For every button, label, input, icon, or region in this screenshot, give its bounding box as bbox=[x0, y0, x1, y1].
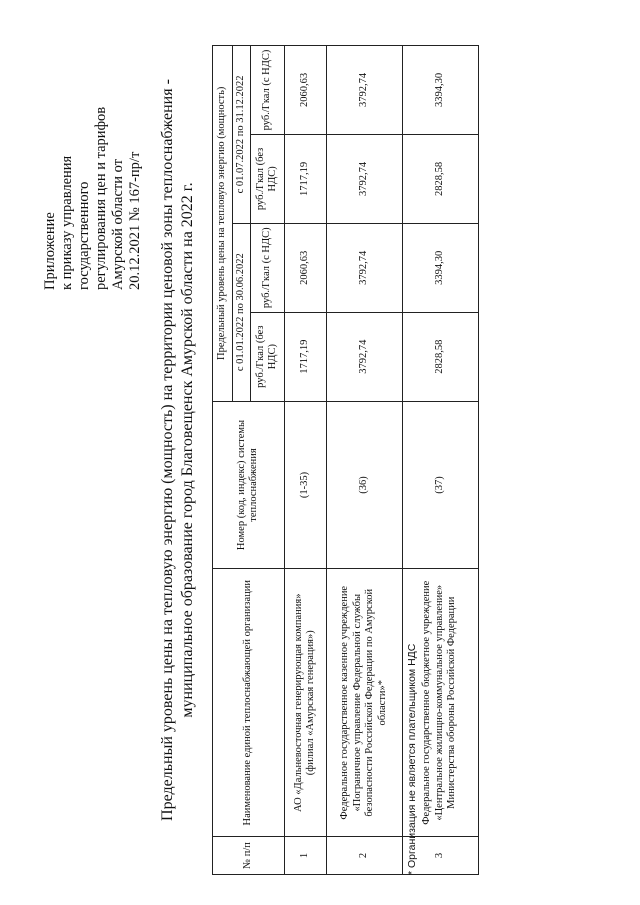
system-code: (37) bbox=[402, 401, 478, 569]
header-number: № п/п bbox=[213, 837, 285, 875]
appendix-line: регулирования цен и тарифов bbox=[93, 106, 109, 290]
header-system-code: Номер (код, индекс) системы теплоснабжения bbox=[213, 401, 285, 569]
row-number: 1 bbox=[284, 837, 326, 875]
appendix-line: Амурской области от bbox=[110, 158, 126, 290]
row-number: 2 bbox=[326, 837, 402, 875]
header-period-2: с 01.07.2022 по 31.12.2022 bbox=[233, 46, 251, 224]
appendix-block bbox=[42, 30, 144, 290]
appendix-line: Приложение bbox=[42, 212, 58, 290]
price-p2-no-vat: 3792,74 bbox=[326, 134, 402, 223]
table-row bbox=[326, 46, 402, 875]
price-p1-with-vat: 2060,63 bbox=[284, 223, 326, 312]
document-title-line: Предельный уровень цены на тепловую энергию (мощность) на территории ценовой зоны теплоснабжения - bbox=[159, 79, 176, 821]
header-no-vat: руб./Гкал (без НДС) bbox=[250, 134, 284, 223]
price-p2-with-vat: 3394,30 bbox=[402, 46, 478, 135]
header-price-limit: Предельный уровень цены на тепловую энергию (мощность) bbox=[213, 46, 233, 402]
appendix-line: к приказу управления bbox=[59, 155, 75, 290]
document-title-line: муниципальное образование город Благовещенск Амурской области на 2022 г. bbox=[179, 182, 196, 718]
appendix-line: 20.12.2021 № 167-пр/т bbox=[127, 151, 143, 290]
table-row bbox=[284, 46, 326, 875]
price-p2-with-vat: 2060,63 bbox=[284, 46, 326, 135]
footnote: * Организация не является плательщиком НДС bbox=[406, 643, 418, 875]
row-number: 3 bbox=[402, 837, 478, 875]
header-no-vat: руб./Гкал (без НДС) bbox=[250, 312, 284, 401]
price-p2-no-vat: 2828,58 bbox=[402, 134, 478, 223]
header-period-1: с 01.01.2022 по 30.06.2022 bbox=[233, 223, 251, 401]
organization-name: АО «Дальневосточная генерирующая компания» (филиал «Амурская генерация») bbox=[284, 569, 326, 837]
price-p1-no-vat: 3792,74 bbox=[326, 312, 402, 401]
price-p1-with-vat: 3792,74 bbox=[326, 223, 402, 312]
header-organization: Наименование единой теплоснабжающей организации bbox=[213, 569, 285, 837]
appendix-line: государственного bbox=[76, 181, 92, 290]
organization-name: Федеральное государственное казенное учреждение «Пограничное управление Федеральной службы безопасности Российской Федерации по Амурской области»* bbox=[326, 569, 402, 837]
organization-name: Федеральное государственное бюджетное учреждение «Центральное жилищно-коммунальное управление» Министерства обороны Российской Федерации bbox=[402, 569, 478, 837]
price-p2-no-vat: 1717,19 bbox=[284, 134, 326, 223]
price-p1-no-vat: 2828,58 bbox=[402, 312, 478, 401]
system-code: (1-35) bbox=[284, 401, 326, 569]
header-with-vat: руб./Гкал (с НДС) bbox=[250, 223, 284, 312]
price-p1-with-vat: 3394,30 bbox=[402, 223, 478, 312]
header-with-vat: руб./Гкал (с НДС) bbox=[250, 46, 284, 135]
price-p2-with-vat: 3792,74 bbox=[326, 46, 402, 135]
system-code: (36) bbox=[326, 401, 402, 569]
document-title bbox=[158, 55, 198, 845]
price-p1-no-vat: 1717,19 bbox=[284, 312, 326, 401]
price-table bbox=[212, 45, 479, 875]
